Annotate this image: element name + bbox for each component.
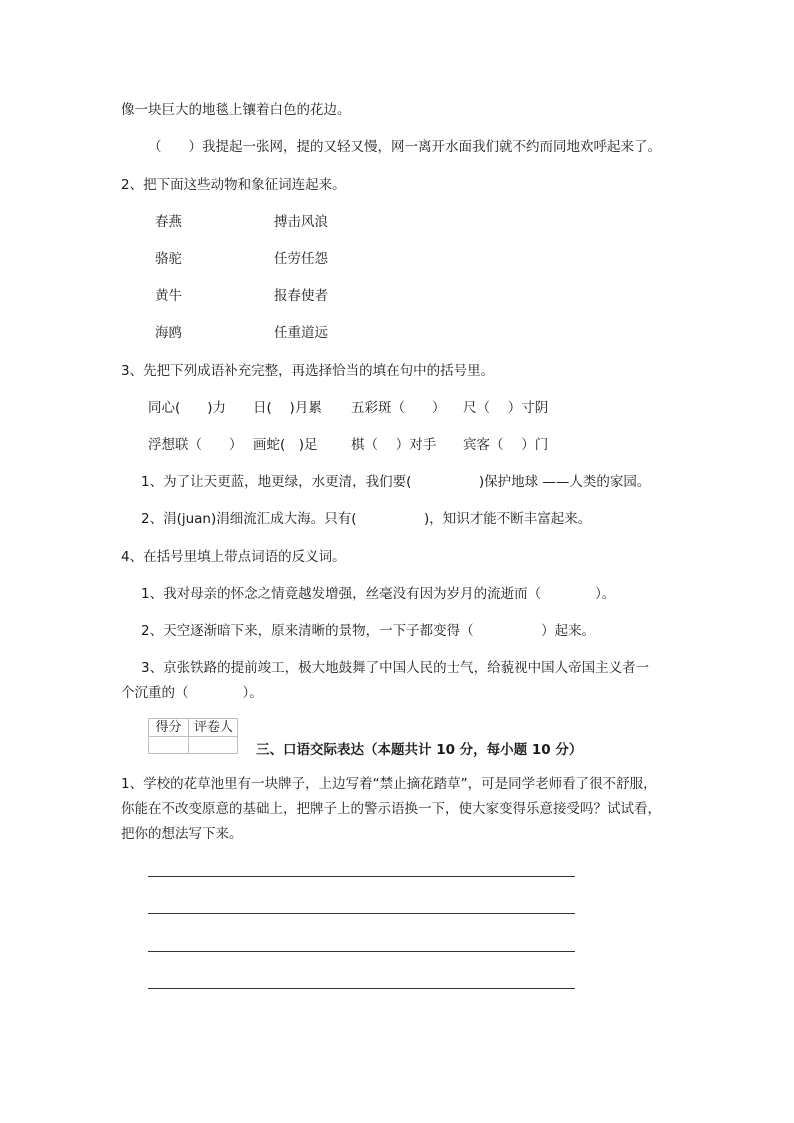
- q2-title: 2、把下面这些动物和象征词连起来。: [121, 177, 346, 193]
- q3-idiom: 棋（ ）对手: [351, 437, 437, 453]
- answer-line[interactable]: [148, 951, 575, 952]
- q3-idiom: 画蛇( )足: [253, 437, 318, 453]
- q3-idiom: 五彩斑（ ）: [351, 400, 446, 416]
- s3-q1-line-2: 你能在不改变原意的基础上，把牌子上的警示语换一下，使大家变得乐意接受吗？试试看，: [121, 801, 661, 817]
- q4-sentence-3-cont: 个沉重的（ ）。: [121, 685, 263, 701]
- q4-sentence-3: 3、京张铁路的提前竣工，极大地鼓舞了中国人民的士气，给藐视中国人帝国主义者一: [141, 660, 650, 676]
- score-label: 得分: [149, 719, 189, 737]
- q2-animal: 春燕: [155, 214, 182, 230]
- q3-idiom: 宾客（ ）门: [463, 437, 549, 453]
- q3-sentence-1: 1、为了让天更蓝，地更绿，水更清，我们要( )保护地球 ——人类的家园。: [141, 474, 651, 490]
- line-top: 像一块巨大的地毯上镶着白色的花边。: [121, 102, 351, 118]
- q2-animal: 黄牛: [155, 288, 182, 304]
- q2-symbol: 任劳任怨: [274, 251, 328, 267]
- answer-line[interactable]: [148, 988, 575, 989]
- q2-symbol: 搏击风浪: [274, 214, 328, 230]
- q2-animal: 海鸥: [155, 325, 182, 341]
- section-3-title: 三、口语交际表达（本题共计 10 分，每小题 10 分）: [256, 742, 583, 758]
- q4-sentence-1: 1、我对母亲的怀念之情竟越发增强，丝毫没有因为岁月的流逝而（ ）。: [141, 586, 616, 602]
- score-box: [148, 718, 238, 754]
- q3-idiom: 日( )月累: [253, 400, 322, 416]
- q4-sentence-2: 2、天空逐渐暗下来，原来清晰的景物，一下子都变得（ ）起来。: [141, 623, 596, 639]
- s3-q1-line-1: 1、学校的花草池里有一块牌子，上边写着“禁止摘花踏草”，可是同学老师看了很不舒服，: [121, 776, 657, 792]
- q3-idiom: 同心( )力: [148, 400, 227, 416]
- q3-idiom: 浮想联（ ）: [148, 437, 243, 453]
- q3-title: 3、先把下列成语补充完整，再选择恰当的填在句中的括号里。: [121, 363, 495, 379]
- answer-line[interactable]: [148, 913, 575, 914]
- grader-label: 评卷人: [189, 719, 238, 737]
- answer-line[interactable]: [148, 876, 575, 877]
- q3-sentence-2: 2、涓(juan)涓细流汇成大海。只有( )，知识才能不断丰富起来。: [141, 511, 592, 527]
- q2-symbol: 报春使者: [274, 288, 328, 304]
- q2-symbol: 任重道远: [274, 325, 328, 341]
- line-net: （ ）我提起一张网，提的又轻又慢，网一离开水面我们就不约而同地欢呼起来了。: [148, 139, 661, 155]
- q4-title: 4、在括号里填上带点词语的反义词。: [121, 549, 346, 565]
- score-blank: [149, 737, 189, 754]
- s3-q1-line-3: 把你的想法写下来。: [121, 826, 243, 842]
- q3-idiom: 尺（ ）寸阴: [463, 400, 549, 416]
- q2-animal: 骆驼: [155, 251, 182, 267]
